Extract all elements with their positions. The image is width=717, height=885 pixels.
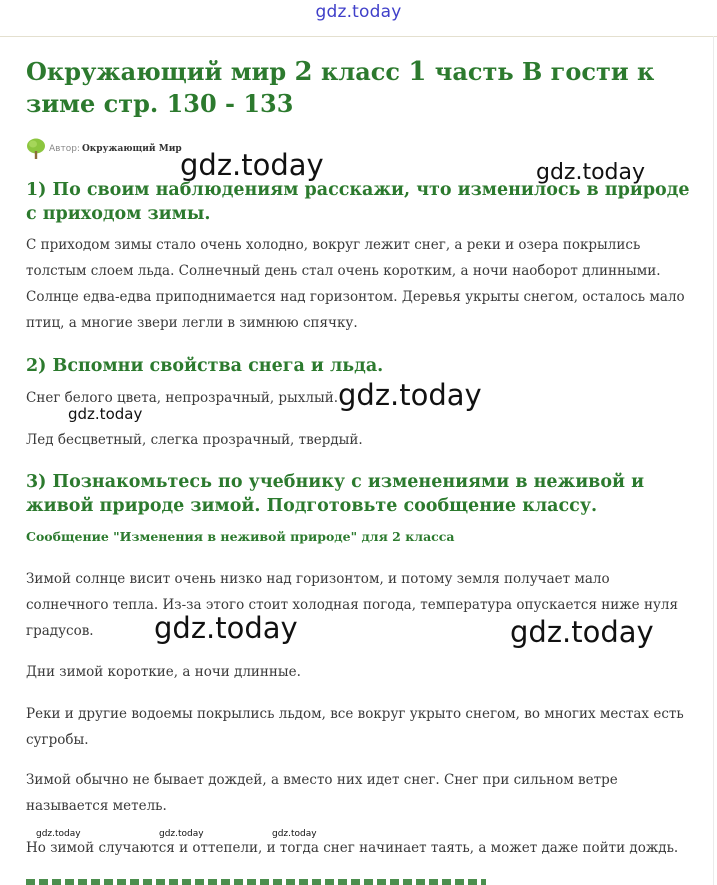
title-part: Окружающий мир: [26, 57, 295, 86]
watermark: gdz.today: [36, 829, 81, 839]
site-logo[interactable]: gdz.today: [315, 2, 402, 22]
watermark: gdz.today: [180, 148, 324, 182]
page-title: [26, 56, 696, 119]
watermark: gdz.today: [159, 829, 204, 839]
watermark: gdz.today: [68, 405, 143, 423]
answer-paragraph: Дни зимой короткие, а ночи длинные.: [26, 664, 301, 680]
watermark: gdz.today: [338, 378, 482, 412]
watermark: gdz.today: [510, 615, 654, 649]
section-heading-3: 3) Познакомьтесь по учебнику с изменениями в неживой и живой природе зимой. Подготовьте сообщение классу.: [26, 472, 645, 516]
answer-paragraph: Лед бесцветный, слегка прозрачный, твердый.: [26, 432, 363, 448]
answer-paragraph: С приходом зимы стало очень холодно, вокруг лежит снег, а реки и озера покрылись толстым слоем льда. Солнечный день стал очень коротким, а ночи наоборот длинными. Солнце едва-едва приподнимается над горизонтом. Деревья укрыты снегом, осталось мало птиц, а многие звери легли в зимнюю спячку.: [26, 237, 685, 331]
tree-icon: [26, 138, 46, 160]
answer-paragraph: Реки и другие водоемы покрылись льдом, все вокруг укрыто снегом, во многих местах есть сугробы.: [26, 706, 684, 748]
answer-paragraph: Снег белого цвета, непрозрачный, рыхлый.: [26, 390, 339, 406]
section-heading-2: 2) Вспомни свойства снега и льда.: [26, 356, 384, 376]
watermark: gdz.today: [154, 611, 298, 645]
message-subheading: Сообщение "Изменения в неживой природе" для 2 класса: [26, 529, 455, 544]
answer-paragraph: Зимой обычно не бывает дождей, а вместо них идет снег. Снег при сильном ветре называется метель.: [26, 772, 618, 814]
title-grade: 2: [294, 57, 313, 87]
title-part: часть В гости к зиме стр. 130 - 133: [26, 57, 655, 118]
sidebar-edge: [713, 36, 714, 885]
title-part: класс: [312, 57, 409, 86]
answer-paragraph: Зимой солнце висит очень низко над горизонтом, и потому земля получает мало солнечного тепла. Из-за этого стоит холодная погода, температура опускается ниже нуля градусов.: [26, 571, 679, 639]
author-name[interactable]: Окружающий Мир: [81, 144, 182, 154]
title-part-number: 1: [408, 57, 427, 87]
author-line: [26, 138, 182, 160]
header-divider: [0, 36, 717, 37]
next-heading-cut: [26, 879, 486, 885]
watermark: gdz.today: [536, 160, 646, 185]
watermark: gdz.today: [272, 829, 317, 839]
answer-paragraph: Но зимой случаются и оттепели, и тогда снег начинает таять, а может даже пойти дождь.: [26, 840, 679, 856]
author-prefix: Автор:: [49, 144, 80, 154]
section-heading-1: 1) По своим наблюдениям расскажи, что изменилось в природе с приходом зимы.: [26, 180, 690, 224]
